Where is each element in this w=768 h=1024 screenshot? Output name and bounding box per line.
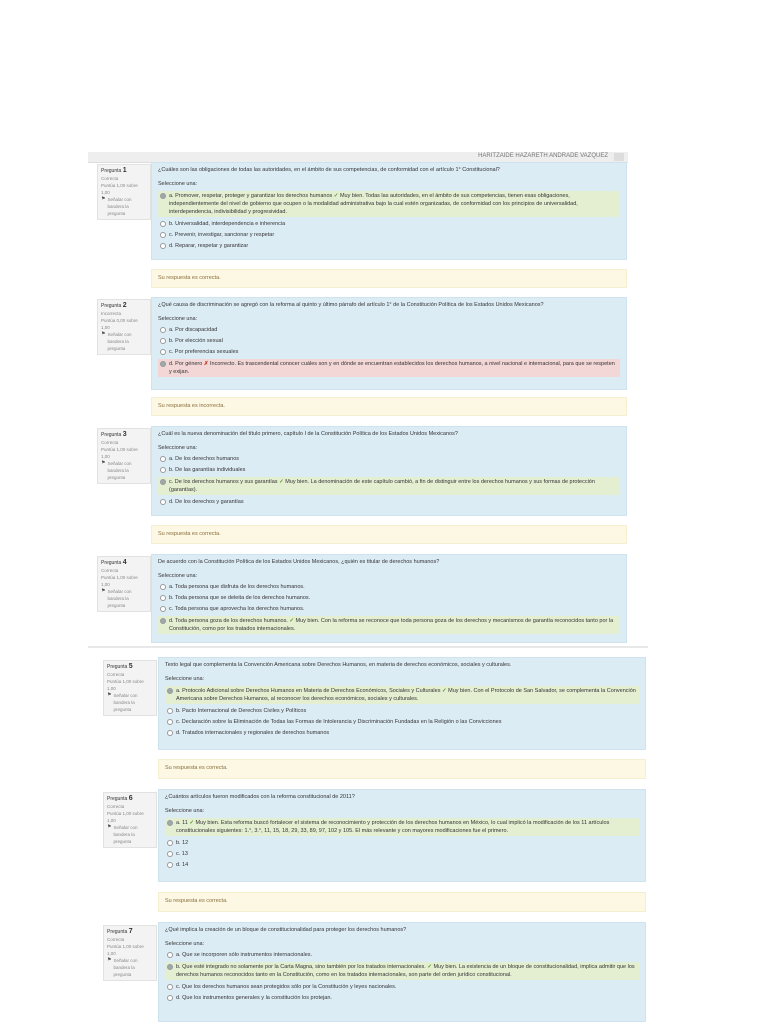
result-feedback: Su respuesta es correcta. <box>158 759 646 779</box>
flag-icon[interactable]: ⚑ <box>101 588 106 594</box>
answer-body <box>169 594 310 602</box>
flag-question-link[interactable] <box>107 692 153 713</box>
select-prompt: Seleccione una: <box>158 316 198 322</box>
answer-option[interactable] <box>160 605 620 613</box>
answer-radio[interactable] <box>160 221 166 227</box>
answer-text: d. Toda persona goza de los derechos humanos. <box>169 618 288 624</box>
answer-option[interactable] <box>160 326 620 334</box>
flag-question-link[interactable] <box>107 824 153 845</box>
flag-question-link[interactable] <box>101 460 147 481</box>
check-icon: ✓ <box>279 479 284 485</box>
question-content <box>151 297 627 390</box>
flag-label[interactable]: Señalar con bandera la pregunta <box>113 958 138 977</box>
question-text: ¿Qué causa de discriminación se agregó con la reforma al quinto y último párrafo del artículo 1° de la Constitución Política de los Estados Unidos Mexicanos? <box>158 302 544 308</box>
flag-icon[interactable]: ⚑ <box>107 692 112 698</box>
select-prompt: Seleccione una: <box>158 573 198 579</box>
flag-label[interactable]: Señalar con bandera la pregunta <box>107 461 132 480</box>
select-prompt: Seleccione una: <box>158 445 198 451</box>
answer-radio[interactable] <box>160 456 166 462</box>
answer-text: b. Universalidad, interdependencia e inherencia <box>169 221 286 227</box>
answer-radio[interactable] <box>160 606 166 612</box>
user-name[interactable]: HARITZAIDE HAZARETH ANDRADE VAZQUEZ <box>478 153 608 159</box>
answer-text: d. Que los instrumentos generales y la constitución los protejan. <box>176 995 332 1001</box>
answer-radio[interactable] <box>160 618 166 624</box>
question-status: Correcta <box>101 440 119 445</box>
question-text: ¿Cuáles son las obligaciones de todas las autoridades, en el ámbito de sus competencias, de conformidad con el artículo 1° Constitucional? <box>158 167 500 173</box>
answer-text: b. Toda persona que se deleita de los derechos humanos. <box>169 595 311 601</box>
question-score: Puntúa 0,00 sobre 1,00 <box>101 318 138 330</box>
user-menu-icon[interactable] <box>614 153 624 161</box>
question-score: Puntúa 1,00 sobre 1,00 <box>101 575 138 587</box>
answer-body <box>176 994 332 1002</box>
answer-radio[interactable] <box>167 862 173 868</box>
answer-option[interactable] <box>167 983 639 991</box>
answer-body <box>176 687 637 703</box>
answer-feedback: Muy bien. La existencia de un bloque de constitucionalidad, implica admitir que los derechos humanos reconocidos tanto en la Constitución, como en los tratados internacionales, son parte del orden jurídico constitucional. <box>176 964 635 978</box>
answer-text: a. 11 <box>176 820 188 826</box>
answer-feedback: Incorrecto. Es trascendental conocer cuáles son y en dónde se encuentran establecidos los derechos humanos, a nivel nacional e internacional, para que se respeten y exijan. <box>169 361 615 375</box>
flag-question-link[interactable] <box>107 957 153 978</box>
flag-icon[interactable]: ⚑ <box>107 957 112 963</box>
question-info <box>103 792 157 848</box>
question-score: Puntúa 1,00 sobre 1,00 <box>101 447 138 459</box>
question-heading <box>101 559 147 567</box>
question-status: Correcta <box>101 176 119 181</box>
answer-body <box>169 498 244 506</box>
answer-feedback: Muy bien. Con el Protocolo de San Salvador, se complementa la Convención Americana sobre Derechos Humanos, al reconocer los derechos económicos, sociales y culturales. <box>176 688 636 702</box>
page-break-divider <box>88 646 648 648</box>
answer-body <box>176 963 637 979</box>
answer-body <box>169 455 239 463</box>
question-score: Puntúa 1,00 sobre 1,00 <box>107 944 144 956</box>
question-number: 4 <box>122 559 127 566</box>
answer-option[interactable] <box>158 616 620 634</box>
answer-text: b. 12 <box>176 840 189 846</box>
answer-radio[interactable] <box>167 840 173 846</box>
answer-radio[interactable] <box>167 708 173 714</box>
answer-text: a. Toda persona que disfruta de los derechos humanos. <box>169 584 305 590</box>
answer-text: c. De los derechos humanos y sus garantías <box>169 479 278 485</box>
answer-feedback: Muy bien. Esta reforma buscó fortalecer el sistema de reconocimiento y protección de los derechos humanos en México, lo cual implicó la modificación de los 11 artículos constitucionales siguientes: 1.°, 3.°, 11, 15, 18, 29, 33, 89, 97, 102 y 105. El más relevante y con mayores modificaciones fue el primero. <box>176 820 610 834</box>
question-info <box>97 428 151 484</box>
select-prompt: Seleccione una: <box>165 808 205 814</box>
answer-option[interactable] <box>160 220 620 228</box>
answer-text: a. De los derechos humanos <box>169 456 240 462</box>
answer-text: a. Promover, respetar, proteger y garantizar los derechos humanos <box>169 193 333 199</box>
question-status: Correcta <box>101 568 119 573</box>
question-score: Puntúa 1,00 sobre 1,00 <box>101 183 138 195</box>
question-info <box>103 925 157 981</box>
answer-radio[interactable] <box>167 851 173 857</box>
select-prompt: Seleccione una: <box>165 676 205 682</box>
answer-option[interactable] <box>160 337 620 345</box>
question-content <box>158 657 646 750</box>
answer-option[interactable] <box>165 686 639 704</box>
flag-question-link[interactable] <box>101 588 147 609</box>
question-heading <box>107 795 153 803</box>
flag-label[interactable]: Señalar con bandera la pregunta <box>107 197 132 216</box>
question-text: De acuerdo con la Constitución Política de los Estados Unidos Mexicanos, ¿quién es titular de derechos humanos? <box>158 559 440 565</box>
question-info <box>97 556 151 612</box>
answer-feedback: Muy bien. La denominación de este capítulo cambió, a fin de distinguir entre los derechos humanos y sus formas de protección (garantías). <box>169 479 595 493</box>
question-number: 2 <box>122 302 127 309</box>
question-info <box>97 299 151 355</box>
answer-radio[interactable] <box>160 479 166 485</box>
select-prompt: Seleccione una: <box>165 941 205 947</box>
answer-option[interactable] <box>167 729 639 737</box>
result-feedback: Su respuesta es correcta. <box>158 892 646 912</box>
answer-body <box>169 478 618 494</box>
answer-text: d. Tratados internacionales y regionales de derechos humanos <box>176 730 330 736</box>
answer-body <box>176 951 312 959</box>
answer-option[interactable] <box>160 498 620 506</box>
answer-option[interactable] <box>167 994 639 1002</box>
answer-option[interactable] <box>167 951 639 959</box>
answer-text: a. Por discapacidad <box>169 327 218 333</box>
answer-radio[interactable] <box>160 193 166 199</box>
answer-option[interactable] <box>165 962 639 980</box>
question-score: Puntúa 1,00 sobre 1,00 <box>107 679 144 691</box>
question-label: Pregunta <box>101 303 122 309</box>
question-heading <box>101 431 147 439</box>
answer-body <box>169 617 618 633</box>
answer-feedback: Muy bien. Con la reforma se reconoce que toda persona goza de los derechos y mecanismos de garantía reconocidos tanto por la Constitución, como por los tratados internacionales. <box>169 618 614 632</box>
answer-radio[interactable] <box>160 327 166 333</box>
answer-text: c. Por preferencias sexuales <box>169 349 239 355</box>
answer-body <box>169 192 618 216</box>
answer-radio[interactable] <box>167 952 173 958</box>
question-content <box>151 426 627 516</box>
result-feedback: Su respuesta es correcta. <box>151 525 627 544</box>
answer-body <box>176 729 329 737</box>
question-info <box>97 164 151 220</box>
answer-radio[interactable] <box>167 719 173 725</box>
flag-question-link[interactable] <box>101 331 147 352</box>
answer-text: d. 14 <box>176 862 189 868</box>
answer-radio[interactable] <box>160 232 166 238</box>
answer-text: a. Que se incorporen sólo instrumentos internacionales. <box>176 952 313 958</box>
answer-radio[interactable] <box>167 984 173 990</box>
answer-radio[interactable] <box>167 995 173 1001</box>
answer-body <box>176 819 637 835</box>
flag-label[interactable]: Señalar con bandera la pregunta <box>113 693 138 712</box>
answer-radio[interactable] <box>160 338 166 344</box>
answer-radio[interactable] <box>160 243 166 249</box>
question-score: Puntúa 1,00 sobre 1,00 <box>107 811 144 823</box>
answer-radio[interactable] <box>160 467 166 473</box>
question-content <box>151 162 627 260</box>
answer-body <box>169 360 618 376</box>
answer-text: c. Que los derechos humanos sean protegidos sólo por la Constitución y leyes nacionales. <box>176 984 397 990</box>
answer-text: b. De las garantías individuales <box>169 467 246 473</box>
answer-option[interactable] <box>160 466 620 474</box>
flag-icon[interactable]: ⚑ <box>101 460 106 466</box>
check-icon: ✓ <box>333 193 339 199</box>
answer-option[interactable] <box>165 818 639 836</box>
question-content <box>151 554 627 643</box>
flag-icon[interactable]: ⚑ <box>101 196 106 202</box>
check-icon: ✓ <box>289 618 294 624</box>
answer-body <box>169 220 285 228</box>
answer-text: a. Protocolo Adicional sobre Derechos Humanos en Materia de Derechos Económicos, Sociales y Culturales <box>176 688 441 694</box>
answer-body <box>169 583 305 591</box>
check-icon: ✓ <box>189 820 194 826</box>
question-label: Pregunta <box>107 796 128 802</box>
answer-body <box>176 983 396 991</box>
answer-text: c. Declaración sobre la Eliminación de Todas las Formas de Intolerancia y Discriminación Fundadas en la Religión o las Convicciones <box>176 719 502 725</box>
question-status: Correcta <box>107 672 125 677</box>
answer-option[interactable] <box>160 348 620 356</box>
flag-label[interactable]: Señalar con bandera la pregunta <box>113 825 138 844</box>
answer-option[interactable] <box>160 231 620 239</box>
answer-radio[interactable] <box>160 499 166 505</box>
answer-option[interactable] <box>167 861 639 869</box>
answer-radio[interactable] <box>160 349 166 355</box>
answer-text: c. Toda persona que aprovecha los derechos humanos. <box>169 606 305 612</box>
answer-text: d. Por género <box>169 361 203 367</box>
cross-icon: ✗ <box>203 361 209 367</box>
question-text: ¿Cuántos artículos fueron modificados con la reforma constitucional de 2011? <box>165 794 355 800</box>
flag-label[interactable]: Señalar con bandera la pregunta <box>107 589 132 608</box>
result-feedback: Su respuesta es incorrecta. <box>151 397 627 416</box>
answer-body <box>176 861 188 869</box>
question-status: Incorrecta <box>101 311 122 316</box>
answer-body <box>169 337 223 345</box>
question-label: Pregunta <box>107 664 128 670</box>
answer-radio[interactable] <box>160 584 166 590</box>
answer-body <box>176 718 501 726</box>
question-text: ¿Qué implica la creación de un bloque de constitucionalidad para proteger los derechos humanos? <box>165 927 407 933</box>
answer-text: d. De los derechos y garantías <box>169 499 244 505</box>
question-heading <box>107 663 153 671</box>
question-heading <box>101 167 147 175</box>
answer-body <box>169 326 217 334</box>
answer-text: b. Por elección sexual <box>169 338 223 344</box>
answer-radio[interactable] <box>167 688 173 694</box>
answer-option[interactable] <box>167 839 639 847</box>
question-number: 7 <box>128 928 133 935</box>
question-status: Correcta <box>107 937 125 942</box>
question-text: Texto legal que complementa la Convención Americana sobre Derechos Humanos, en materia de derechos económicos, sociales y culturales. <box>165 662 512 668</box>
answer-radio[interactable] <box>160 361 166 367</box>
question-heading <box>107 928 153 936</box>
answer-body <box>176 850 188 858</box>
answer-feedback: Muy bien. Todas las autoridades, en el ámbito de sus competencias, tienen esas obligaciones, independientemente del nivel de gobierno que ocupen o la modalidad administrativa bajo la cual estén organizadas, de conformidad con los principios de universalidad, interdependencia, indivisibilidad y progresividad. <box>169 193 578 215</box>
answer-body <box>176 707 306 715</box>
question-label: Pregunta <box>107 929 128 935</box>
question-info <box>103 660 157 716</box>
answer-option[interactable] <box>167 707 639 715</box>
question-content <box>158 922 646 1022</box>
question-label: Pregunta <box>101 560 122 566</box>
question-text: ¿Cuál es la nueva denominación del título primero, capítulo I de la Constitución Política de los Estados Unidos Mexicanos? <box>158 431 458 437</box>
question-label: Pregunta <box>101 168 122 174</box>
answer-radio[interactable] <box>167 730 173 736</box>
answer-text: b. Pacto Internacional de Derechos Civiles y Políticos <box>176 708 307 714</box>
answer-option[interactable] <box>158 359 620 377</box>
flag-label[interactable]: Señalar con bandera la pregunta <box>107 332 132 351</box>
answer-option[interactable] <box>160 242 620 250</box>
question-number: 3 <box>122 431 127 438</box>
answer-body <box>169 242 248 250</box>
answer-option[interactable] <box>167 850 639 858</box>
answer-radio[interactable] <box>167 820 173 826</box>
answer-option[interactable] <box>160 583 620 591</box>
answer-body <box>176 839 188 847</box>
flag-icon[interactable]: ⚑ <box>107 824 112 830</box>
answer-body <box>169 231 274 239</box>
check-icon: ✓ <box>441 688 447 694</box>
answer-option[interactable] <box>160 455 620 463</box>
answer-radio[interactable] <box>167 964 173 970</box>
answer-option[interactable] <box>160 594 620 602</box>
answer-option[interactable] <box>158 191 620 217</box>
result-feedback: Su respuesta es correcta. <box>151 269 627 288</box>
flag-icon[interactable]: ⚑ <box>101 331 106 337</box>
flag-question-link[interactable] <box>101 196 147 217</box>
answer-body <box>169 466 245 474</box>
question-number: 5 <box>128 663 133 670</box>
question-status: Correcta <box>107 804 125 809</box>
answer-text: b. Que esté integrado no solamente por la Carta Magna, sino también por los tratados internacionales. <box>176 964 426 970</box>
answer-option[interactable] <box>167 718 639 726</box>
answer-text: d. Reparar, respetar y garantizar <box>169 243 249 249</box>
question-number: 6 <box>128 795 133 802</box>
answer-option[interactable] <box>158 477 620 495</box>
answer-text: c. 13 <box>176 851 188 857</box>
answer-text: c. Prevenir, investigar, sancionar y respetar <box>169 232 275 238</box>
question-content <box>158 789 646 882</box>
question-heading <box>101 302 147 310</box>
answer-body <box>169 605 304 613</box>
answer-body <box>169 348 238 356</box>
question-label: Pregunta <box>101 432 122 438</box>
select-prompt: Seleccione una: <box>158 181 198 187</box>
answer-radio[interactable] <box>160 595 166 601</box>
check-icon: ✓ <box>427 964 432 970</box>
question-number: 1 <box>122 167 127 174</box>
